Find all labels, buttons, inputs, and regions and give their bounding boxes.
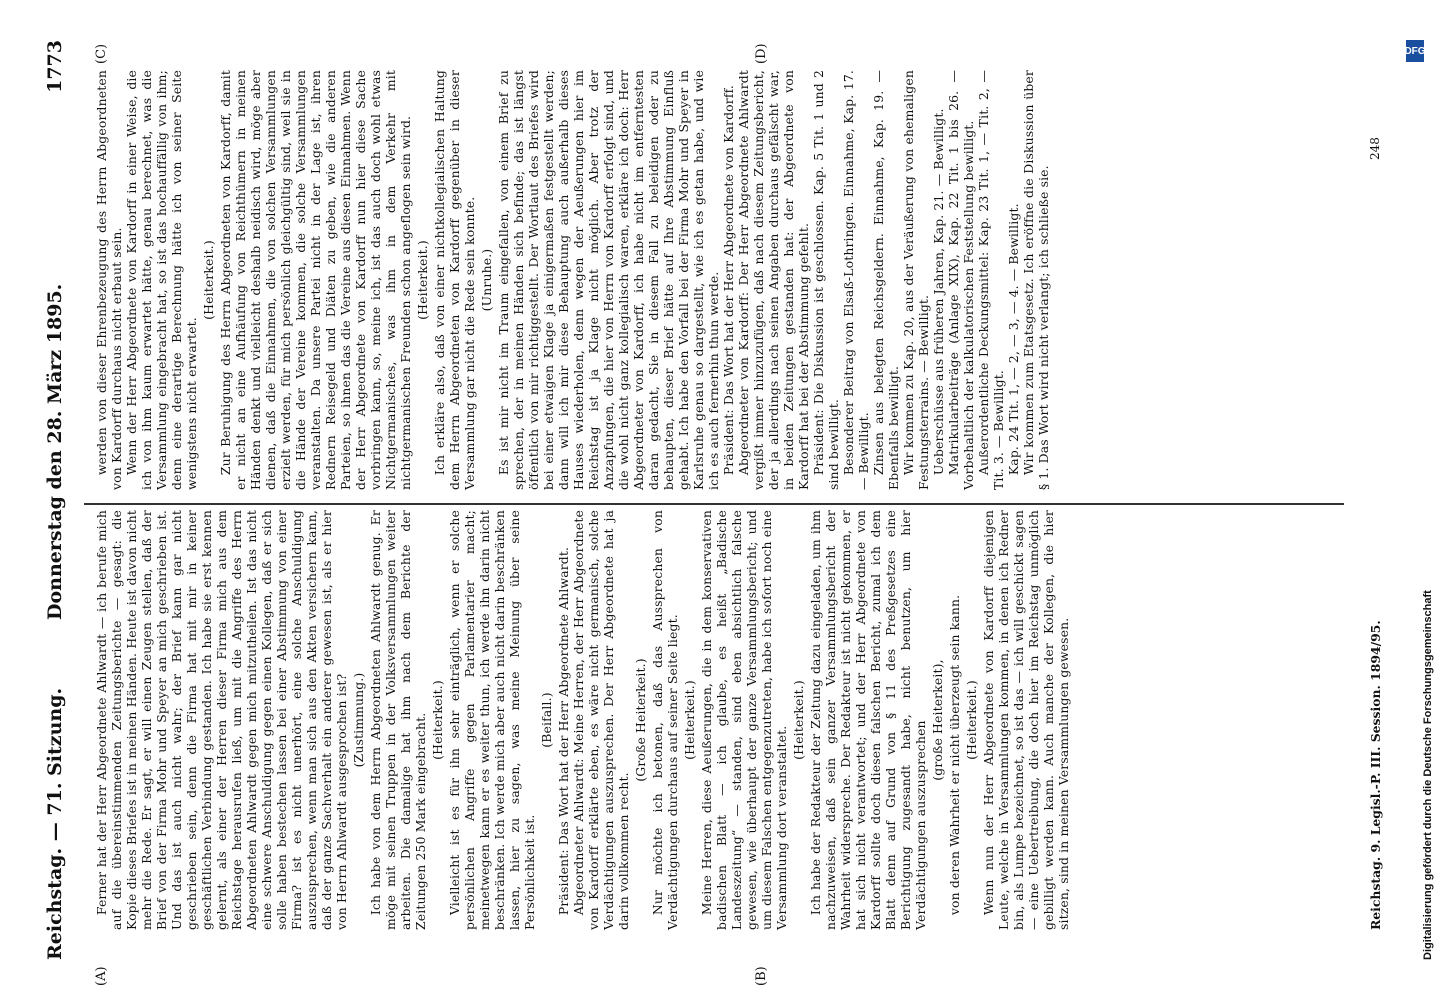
margin-mark-c: (C) <box>94 43 109 64</box>
paragraph: Kap. 24 Tit. 1, — 2, — 3, — 4. — Bewilligt. <box>1006 203 1021 476</box>
paragraph: Es ist mir nicht im Traum eingefallen, von einem Brief zu sprechen, der in meinen Händen sich befinde; das ist längst öffentlich von mir richtiggestellt. Der Wortlaut des Briefes wird bei einer etwaigen Klage ja einigermaßen festgestellt werden; dann will ich mir diese Behauptung auch außerhalb dieses Hauses wiederholen, denn wegen der Aeußerungen hier im Reichstag ist ja Klage nicht möglich. Aber trotz der Anzapfungen, die hier von Herrn von Kardorff erfolgt sind, und die wohl nicht ganz kollegialisch waren, erkläre ich doch: Herr Abgeordneter von Kardorff, ich habe nicht im entferntesten daran gedacht, Sie in diesem Fall zu beleidigen oder zu behaupten, dieser Brief hätte auf Ihre Abstimmung Einfluß gehabt. Ich habe den Vorfall bei der Firma Mohr und Speyer in Karlsruhe genau so dargestellt, wie ich es getan habe, und wie ich es auch fernerhin thun werde. <box>496 70 721 490</box>
paragraph: Zinsen aus belegten Reichsgeldern. Einnahme, Kap. 19. — Ebenfalls bewilligt. <box>871 70 901 490</box>
paragraph: Besonderer Beitrag von Elsaß-Lothringen. Einnahme, Kap. 17. — Bewilligt. <box>841 70 871 490</box>
signature-number: 248 <box>1368 137 1382 160</box>
column-divider <box>84 503 1344 505</box>
paragraph: Präsident: Das Wort hat der Herr Abgeordnete von Kardorff. <box>721 85 736 476</box>
paragraph: Ueberschüsse aus früheren Jahren, Kap. 21. — Bewilligt. <box>931 108 946 476</box>
stage-direction: (Heiterkeit.) <box>791 680 806 760</box>
paragraph: Wir kommen zu Kap. 20, aus der Veräußerung von ehemaligen Festungsterrains. — Bewilligt. <box>901 70 931 490</box>
paragraph: Ich habe der Redakteur der Zeitung dazu eingeladen, um ihm nachzuweisen, daß sein ganzer Versammlungsbericht der Wahrheit widerspreche. Der Redakteur ist nicht gekommen, er hat sich nicht verantwortet; und der Herr Abgeordnete von Kardorff sollte doch diesen falschen Bericht, zumal ich dem Blatt denn auf Grund von § 11 des Preßgesetzes eine Berichtigung zugesandt habe, nicht benutzen, um hier Verdächtigungen auszusprechen <box>808 510 928 930</box>
left-margin-marks <box>94 966 1294 986</box>
paragraph: Meine Herren, diese Aeußerungen, die in dem konservativen badischen Blatt — ich glaube, es heißt „Badische Landeszeitung“ — standen, sind eben absichtlich falsche gewesen, wie überhaupt der ganze Versammlungsbericht; und um diesem Falschen entgegenzutreten, habe ich sofort noch eine Versammlung dort veranstaltet. <box>699 510 789 930</box>
text-column-left <box>94 510 1071 930</box>
margin-mark-b: (B) <box>754 966 769 986</box>
header-left: Reichstag. — 71. Sitzung. <box>44 687 66 960</box>
paragraph: Matrikularbeiträge (Anlage XIX), Kap. 22 Tit. 1 bis 26. — Vorbehaltlich der kalkulatorischen Feststellung bewilligt. <box>946 70 976 490</box>
paragraph: Wenn der Herr Abgeordnete von Kardorff in einer Weise, die ich von ihm kaum erwartet hätte, genau berechnet, was die Versammlung eingebracht hat, so ist das hochauffällig von ihm; denn eine derartige Berechnung hätte ich von seiner Seite wenigstens nicht erwartet. <box>124 70 199 490</box>
paragraph: Abgeordneter von Kardorff: Der Herr Abgeordnete Ahlwardt vergißt immer hinzuzufügen, daß nach diesem Zeitungsbericht, der ja allerdings nach seinen Angaben durchaus gefälscht war, in beiden Zeitungen gestanden hat: der Abgeordnete von Kardorff hat bei der Abstimmung gefehlt. <box>736 70 811 490</box>
paragraph: Nur möchte ich betonen, daß das Aussprechen von Verdächtigungen durchaus auf seiner Seite liegt. <box>650 510 680 930</box>
paragraph: Außerordentliche Deckungsmittel: Kap. 23 Tit. 1, — Tit. 2, — Tit. 3. — Bewilligt. <box>976 70 1006 490</box>
margin-mark-d: (D) <box>754 43 769 64</box>
paragraph: Wenn nun der Herr Abgeordnete von Kardorff diejenigen Leute, welche in Versammlungen kommen, in denen ich Redner bin, als Lumpe bezeichnet, so ist das — ich will geschickt sagen — eine Uebertreibung, die doch hier im Reichstag unmöglich gebilligt werden kann. Auch manche der Kollegen, die hier sitzen, sind in meinen Versammlungen gewesen. <box>981 510 1071 930</box>
paragraph: Ich erkläre also, daß von einer nichtkollegialischen Haltung dem Herrn Abgeordneten von Kardorff gegenüber in dieser Versammlung gar nicht die Rede sein konnte. <box>432 70 477 490</box>
paragraph: Wir kommen zum Etatsgesetz. Ich eröffne die Diskussion über § 1. Das Wort wird nicht verlangt; ich schließe sie. <box>1021 70 1051 490</box>
stage-direction: (Unruhe.) <box>479 248 494 312</box>
paragraph: Zur Beruhigung des Herrn Abgeordneten von Kardorff, damit er nicht an eine Aufhäufung von Reichthümern in meinen Händen denkt und vielleicht deshalb neidisch wird, möge aber dienen, daß die Einnahmen, die von solchen Versammlungen erzielt werden, für mich persönlich gleichgültig sind, weil sie in die Hände der Vereine kommen, die solche Versammlungen veranstalten. Da unsere Partei nicht in der Lage ist, ihren Rednern Reisegeld und Diäten zu geben, wie die anderen Parteien, so ihnen das die Vereine aus diesen Einnahmen. Wenn der Herr Abgeordnete von Kardorff nun hier diese Sache vorbringen kann, so, meine ich, ist das auch doch wohl etwas Nichtgermanisches, was ihm in dem Verkehr mit nichtgermanischen Freunden schon angeflogen sein wird. <box>218 70 413 490</box>
header-date: Donnerstag den 28. März 1895. <box>44 283 66 620</box>
text-column-right <box>94 70 1051 490</box>
footer-session: Reichstag. 9. Legisl.-P. III. Session. 1894/95. <box>1368 620 1383 930</box>
stage-direction: (Heiterkeit.) <box>964 680 979 760</box>
dfg-sidebar <box>1404 40 1434 990</box>
paragraph: von deren Wahrheit er nicht überzeugt sein kann. <box>947 594 962 916</box>
right-margin-marks <box>94 44 1294 64</box>
stage-direction: (Heiterkeit.) <box>415 240 430 320</box>
paragraph: Ferner hat der Herr Abgeordnete Ahlwardt — ich berufe mich auf die übereinstimmenden Zeitungsberichte — gesagt: die Kopie dieses Briefes ist in meinen Händen. Heute ist davon nicht mehr die Rede. Er sagt, er will einen Zeugen stellen, daß der Brief von der Firma Mohr und Speyer an mich geschrieben ist. Und das ist auch nicht wahr; der Brief kann gar nicht geschrieben sein, denn die Firma hat mit mir in keiner geschäftlichen Verbindung gestanden. Ich habe sie erst kennen gelernt, als einer der Herren dieser Firma mich aus dem Reichstage herausrufen ließ, um mit die Angriffe des Herrn Abgeordneten Ahlwardt gegen mich mitzutheilen. Ist das nicht eine schwere Anschuldigung gegen einen Kollegen, daß er sich solle haben bestechen lassen bei einer Abstimmung von einer Firma? ist es nicht unerhört, eine solche Anschuldigung auszusprechen, wenn man sich aus den Akten versichern kann, daß der ganze Sachverhalt ein anderer gewesen ist, als er hier von Herrn Ahlwardt ausgesprochen ist? <box>94 510 349 930</box>
dfg-logo: DFG <box>1406 40 1424 62</box>
header-page-number: 1773 <box>44 40 66 93</box>
paragraph: Präsident: Die Diskussion ist geschlossen. Kap. 5 Tit. 1 und 2 sind bewilligt. <box>811 70 841 490</box>
stage-direction: (Heiterkeit.) <box>682 680 697 760</box>
page-header <box>40 40 74 960</box>
stage-direction: (Heiterkeit.) <box>201 240 216 320</box>
paragraph: Vielleicht ist es für ihn sehr einträglich, wenn er solche persönlichen Angriffe gegen Parlamentarier macht; meinetwegen kann er es weiter thun, ich werde ihn darin nicht beschränken. Ich werde mich aber auch nicht darin beschränken lassen, hier zu sagen, was meine Meinung über seine Persönlichkeit ist. <box>447 510 537 930</box>
stage-direction: (Zustimmung.) <box>351 672 366 768</box>
digitization-note: Digitalisierung gefördert durch die Deutsche Forschungsgemeinschaft <box>1422 590 1434 960</box>
paragraph: Ich habe von dem Herrn Abgeordneten Ahlwardt genug. Er möge mit seinen Truppen in der Volksversammlungen weiter arbeiten. Die damalige hat ihm nach dem Berichte der Zeitungen 250 Mark eingebracht. <box>368 510 428 930</box>
stage-direction: (Große Heiterkeit.) <box>633 658 648 782</box>
paragraph: Präsident: Das Wort hat der Herr Abgeordnete Ahlwardt. <box>556 546 571 916</box>
stage-direction: (große Heiterkeit), <box>930 659 945 781</box>
stage-direction: (Beifall.) <box>539 692 554 748</box>
margin-mark-a: (A) <box>94 966 109 986</box>
rotated-page-content <box>40 40 1400 986</box>
paragraph: Abgeordneter Ahlwardt: Meine Herren, der Herr Abgeordnete von Kardorff erklärte eben, es wäre nicht germanisch, solche Verdächtigungen auszusprechen. Der Herr Abgeordnete hat ja darin vollkommen recht. <box>571 510 631 930</box>
stage-direction: (Heiterkeit.) <box>430 680 445 760</box>
paragraph: werden von dieser Ehrenbezeugung des Herrn Abgeordneten von Kardorff durchaus nicht erbaut sein. <box>94 70 124 490</box>
